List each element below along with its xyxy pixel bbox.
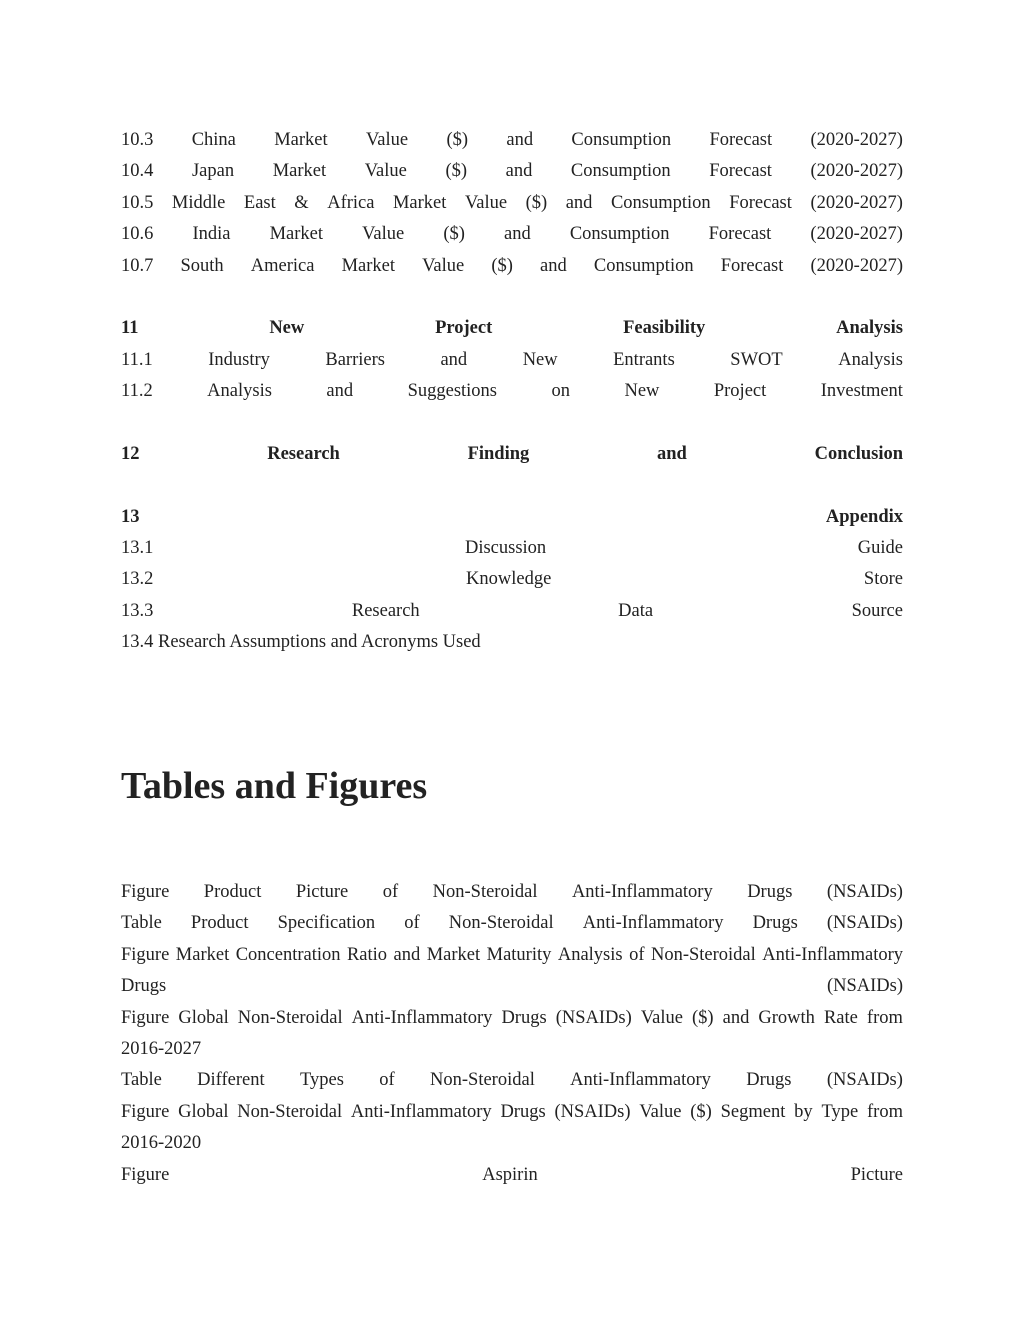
- figure-entry-word: Value: [640, 1007, 683, 1028]
- spacer: [121, 408, 903, 439]
- toc-line-word: and: [506, 130, 534, 150]
- toc-line-word: Middle: [171, 192, 226, 213]
- figure-entry-word: Type: [821, 1101, 859, 1122]
- toc-line-word: 13.2: [121, 569, 154, 590]
- toc-line-word: Project: [713, 381, 767, 402]
- figure-entry-word: Drugs: [121, 976, 167, 997]
- toc-line-word: and: [326, 381, 354, 402]
- figure-entry-word: Ratio: [346, 944, 388, 965]
- toc-line-word: 13.4 Research Assumptions and Acronyms Used: [121, 632, 481, 653]
- figure-entry-word: Figure: [121, 1101, 170, 1122]
- toc-line-word: Forecast: [709, 130, 773, 150]
- toc-line: [121, 188, 903, 219]
- table-of-contents: [121, 125, 903, 659]
- toc-line-word: 13.3: [121, 600, 154, 621]
- toc-line-word: 10.4: [121, 161, 154, 182]
- figure-entry: [121, 877, 903, 908]
- toc-line-word: Barriers: [325, 349, 385, 370]
- toc-line: [121, 439, 903, 470]
- toc-line-word: Value: [422, 255, 465, 276]
- figures-list: [121, 877, 903, 1191]
- toc-line-word: Industry: [208, 349, 270, 370]
- figure-entry-word: Drugs: [746, 1070, 792, 1091]
- toc-line-word: East: [243, 192, 276, 213]
- figure-entry: [121, 1097, 903, 1128]
- figure-entry-word: ($): [692, 1007, 714, 1028]
- toc-line-word: 11.2: [121, 381, 153, 402]
- figure-entry: [121, 1160, 903, 1191]
- figure-entry: [121, 908, 903, 939]
- figure-entry-word: Anti-Inflammatory: [350, 1101, 492, 1122]
- figure-entry-word: (NSAIDs): [555, 1007, 632, 1028]
- figure-entry-word: Figure: [121, 944, 170, 965]
- toc-line-word: Suggestions: [407, 381, 498, 402]
- figure-entry-word: Different: [197, 1070, 265, 1091]
- figure-entry-word: Drugs: [500, 1101, 546, 1122]
- toc-line: [121, 502, 903, 533]
- toc-line-word: Japan: [191, 161, 235, 182]
- figure-entry-word: Drugs: [501, 1007, 547, 1028]
- toc-line-word: 13: [121, 506, 140, 527]
- toc-line-word: ($): [445, 161, 468, 182]
- spacer: [121, 470, 903, 501]
- figure-entry-word: Value: [639, 1101, 682, 1122]
- toc-line-word: 11.1: [121, 349, 153, 370]
- toc-line-word: Market: [269, 224, 324, 245]
- toc-line-word: and: [657, 443, 687, 464]
- figure-entry-word: Non-Steroidal: [237, 1101, 343, 1122]
- toc-line-word: (2020-2027): [810, 224, 903, 245]
- toc-line-word: &: [294, 192, 309, 213]
- figure-entry-word: Market: [426, 944, 481, 965]
- toc-line-word: Consumption: [571, 130, 672, 150]
- figure-entry-word: (NSAIDs): [826, 976, 903, 997]
- toc-line-word: Consumption: [569, 224, 670, 245]
- figure-entry-word: Drugs: [747, 882, 793, 902]
- figure-entry: [121, 1003, 903, 1034]
- toc-line: [121, 376, 903, 407]
- toc-line-word: 12: [121, 443, 140, 464]
- figure-entry-word: (NSAIDs): [554, 1101, 631, 1122]
- figure-entry-word: and: [722, 1007, 750, 1028]
- figure-entry-word: Anti-Inflammatory: [762, 944, 903, 965]
- toc-line-word: ($): [446, 130, 469, 150]
- toc-line-word: 11: [121, 318, 139, 339]
- figure-entry-word: Table: [121, 1070, 162, 1091]
- figure-entry-word: Non-Steroidal: [430, 1070, 535, 1091]
- toc-line-word: Knowledge: [466, 569, 552, 590]
- figure-entry-word: 2016-2020: [121, 1133, 202, 1154]
- toc-line-word: New: [522, 349, 558, 370]
- figure-entry-word: of: [382, 882, 399, 902]
- toc-line: [121, 627, 903, 658]
- toc-line-word: Entrants: [613, 349, 675, 370]
- toc-line-word: Feasibility: [623, 318, 706, 339]
- toc-line-word: (2020-2027): [810, 130, 903, 150]
- toc-line: [121, 251, 903, 282]
- toc-line-word: China: [191, 130, 236, 150]
- figure-entry-word: Non-Steroidal: [237, 1007, 343, 1028]
- toc-line: [121, 596, 903, 627]
- toc-line-word: (2020-2027): [810, 192, 903, 213]
- toc-line-word: South: [180, 255, 224, 276]
- figure-entry-word: Drugs: [752, 913, 798, 934]
- toc-line-word: Research: [267, 443, 340, 464]
- figure-entry-word: Picture: [850, 1164, 903, 1185]
- figure-entry-word: Global: [178, 1007, 229, 1028]
- toc-line: [121, 345, 903, 376]
- figure-entry: [121, 940, 903, 971]
- toc-line-word: Investment: [820, 381, 903, 402]
- figure-entry-word: (NSAIDs): [826, 1070, 903, 1091]
- figure-entry-word: (NSAIDs): [826, 913, 903, 934]
- figure-entry-word: Specification: [277, 913, 376, 934]
- figure-entry-word: by: [794, 1101, 813, 1122]
- figure-entry-word: (NSAIDs): [826, 882, 903, 902]
- tables-and-figures-heading: Tables and Figures: [121, 765, 428, 807]
- toc-line-word: and: [504, 224, 531, 245]
- figure-entry-word: Rate: [823, 1007, 858, 1028]
- toc-line-word: New: [269, 318, 305, 339]
- figure-entry-word: Anti-Inflammatory: [582, 913, 724, 934]
- toc-line-word: (2020-2027): [810, 161, 903, 182]
- figure-entry-word: Segment: [720, 1101, 786, 1122]
- toc-line-word: New: [624, 381, 660, 402]
- figure-entry-word: Analysis: [557, 944, 623, 965]
- toc-line-word: ($): [525, 192, 548, 213]
- toc-line-word: Forecast: [709, 161, 772, 182]
- toc-line-word: America: [250, 255, 315, 276]
- figure-entry-word: Picture: [295, 882, 349, 902]
- toc-line: [121, 533, 903, 564]
- figure-entry-word: Figure: [121, 1007, 170, 1028]
- toc-line-word: Consumption: [610, 192, 711, 213]
- toc-line-word: Value: [362, 224, 405, 245]
- toc-line: [121, 219, 903, 250]
- toc-line-word: Market: [392, 192, 447, 213]
- toc-line-word: Forecast: [708, 224, 772, 245]
- toc-line-word: (2020-2027): [810, 255, 903, 276]
- figure-entry-word: from: [867, 1101, 903, 1122]
- figure-entry: [121, 1034, 903, 1065]
- figure-entry-word: Figure: [121, 1164, 170, 1185]
- toc-line-word: Store: [863, 569, 903, 590]
- toc-line-word: Forecast: [729, 192, 792, 213]
- toc-line-word: Value: [464, 192, 508, 213]
- spacer: [121, 282, 903, 313]
- figure-entry-word: 2016-2027: [121, 1038, 202, 1059]
- figure-entry-word: Maturity: [486, 944, 552, 965]
- figure-entry-word: Types: [299, 1070, 344, 1091]
- toc-line-word: ($): [491, 255, 513, 276]
- toc-line: [121, 313, 903, 344]
- toc-line-word: Market: [274, 130, 328, 150]
- toc-line-word: Analysis: [207, 381, 272, 402]
- toc-line-word: Consumption: [593, 255, 694, 276]
- figure-entry-word: Product: [190, 913, 249, 934]
- toc-line-word: and: [565, 192, 593, 213]
- figure-entry-word: Concentration: [235, 944, 341, 965]
- figure-entry-word: Figure: [121, 882, 170, 902]
- figure-entry-word: Non-Steroidal: [650, 944, 756, 965]
- toc-line-word: 10.3: [121, 130, 154, 150]
- toc-line-word: Source: [851, 600, 903, 621]
- toc-line-word: and: [505, 161, 533, 182]
- toc-line-word: Appendix: [825, 506, 903, 527]
- figure-entry: [121, 1065, 903, 1096]
- toc-line: [121, 125, 903, 156]
- figure-entry-word: Market: [175, 944, 230, 965]
- figure-entry-word: of: [379, 1070, 395, 1091]
- toc-line-word: ($): [443, 224, 465, 245]
- figure-entry-word: and: [393, 944, 421, 965]
- figure-entry-word: Aspirin: [482, 1164, 538, 1185]
- toc-line-word: Project: [435, 318, 493, 339]
- figure-entry-word: Anti-Inflammatory: [570, 1070, 711, 1091]
- toc-line-word: Data: [618, 600, 654, 621]
- figure-entry-word: of: [629, 944, 645, 965]
- figure-entry-word: Growth: [758, 1007, 815, 1028]
- figure-entry-word: Table: [121, 913, 162, 934]
- figure-entry-word: Global: [178, 1101, 229, 1122]
- toc-line-word: Consumption: [570, 161, 671, 182]
- toc-line-word: 10.5: [121, 192, 154, 213]
- toc-line-word: Finding: [467, 443, 530, 464]
- figure-entry-word: Non-Steroidal: [432, 882, 538, 902]
- figure-entry-word: Product: [203, 882, 262, 902]
- toc-line-word: Discussion: [464, 538, 547, 559]
- toc-line-word: Value: [364, 161, 407, 182]
- figure-entry: [121, 971, 903, 1002]
- figure-entry-word: Non-Steroidal: [448, 913, 554, 934]
- toc-line: [121, 564, 903, 595]
- toc-line-word: Analysis: [836, 318, 903, 339]
- figure-entry-word: of: [404, 913, 420, 934]
- toc-line-word: and: [540, 255, 567, 276]
- toc-line-word: Africa: [327, 192, 375, 213]
- toc-line-word: India: [192, 224, 231, 245]
- toc-line-word: Market: [341, 255, 396, 276]
- toc-line-word: 10.6: [121, 224, 154, 245]
- figure-entry: [121, 1128, 903, 1159]
- toc-line-word: Research: [351, 600, 420, 621]
- toc-line-word: Conclusion: [814, 443, 903, 464]
- toc-line-word: Market: [272, 161, 327, 182]
- toc-line-word: 10.7: [121, 255, 154, 276]
- toc-line-word: Value: [366, 130, 409, 150]
- toc-line-word: Guide: [857, 538, 903, 559]
- toc-line-word: Analysis: [838, 349, 903, 370]
- toc-line-word: SWOT: [730, 349, 783, 370]
- figure-entry-word: from: [866, 1007, 903, 1028]
- toc-line-word: and: [440, 349, 468, 370]
- toc-line-word: on: [551, 381, 570, 402]
- figure-entry-word: ($): [690, 1101, 712, 1122]
- figure-entry-word: Anti-Inflammatory: [571, 882, 713, 902]
- toc-line-word: 13.1: [121, 538, 154, 559]
- figure-entry-word: Anti-Inflammatory: [351, 1007, 493, 1028]
- toc-line: [121, 156, 903, 187]
- toc-line-word: Forecast: [720, 255, 784, 276]
